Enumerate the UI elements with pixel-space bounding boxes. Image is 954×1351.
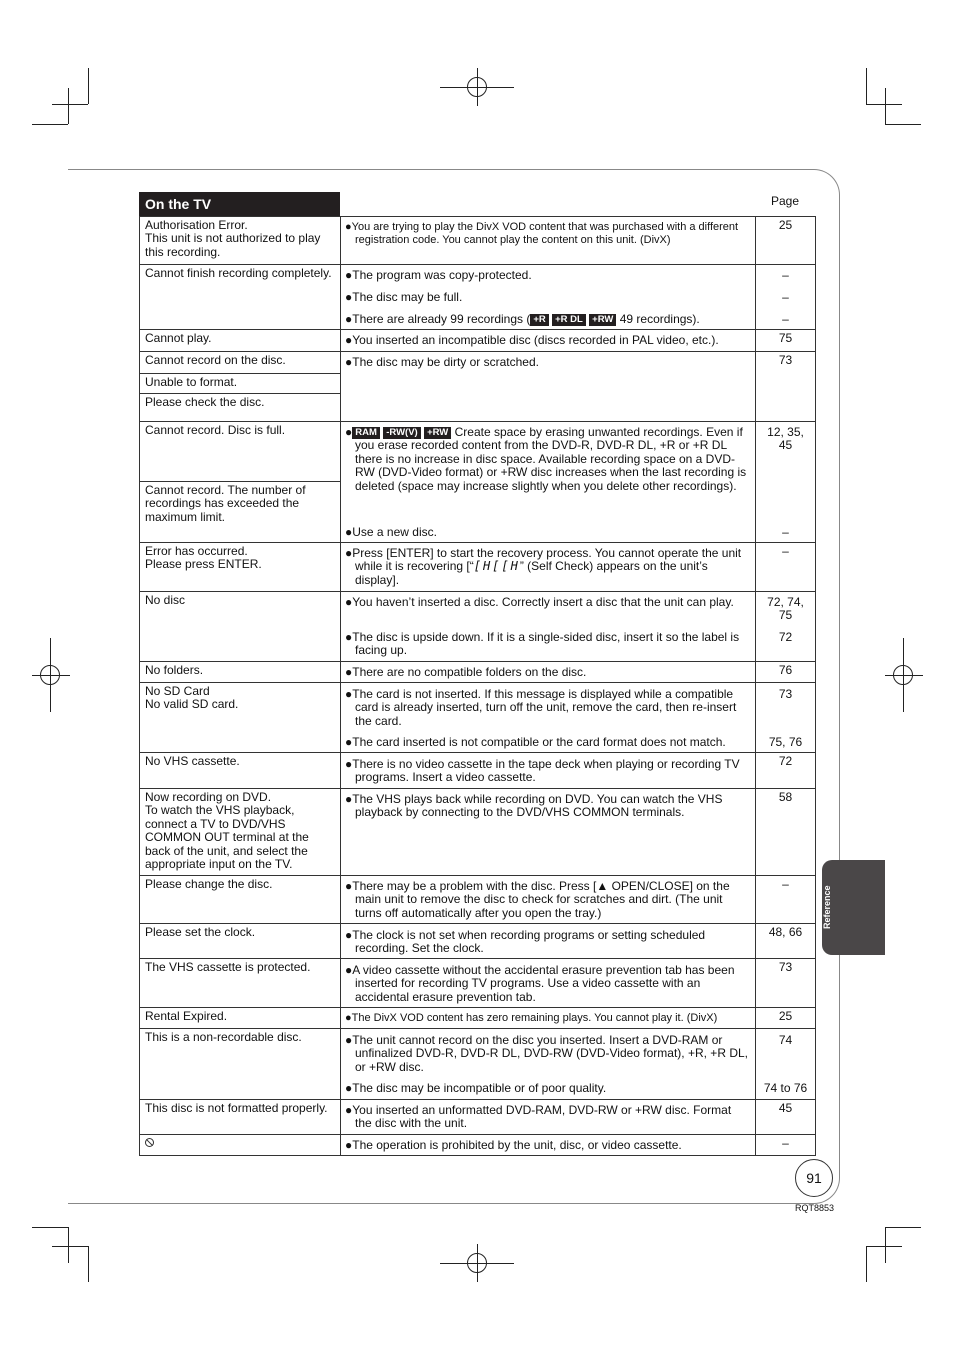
list-item: ●Press [ENTER] to start the recovery process. You cannot operate the unit while it is recovering [“[H[[H” (Self Check) appears on the unit’s display].: [345, 546, 742, 587]
format-badge: +RW: [589, 314, 616, 326]
page-ref: 73: [755, 958, 816, 1008]
message-cannot-play: Cannot play.: [139, 329, 341, 352]
table-row: [340, 1007, 756, 1029]
list-item: ●The disc may be full.: [345, 290, 463, 304]
list-item: ●There is no video cassette in the tape deck when playing or recording TV programs. Insert a video cassette.: [345, 757, 740, 785]
list-item: ●The disc is upside down. If it is a single-sided disc, insert it so the label is facing up.: [345, 630, 740, 658]
page-column-header: Page: [770, 194, 800, 208]
list-item: ●There may be a problem with the disc. Press [▲ OPEN/CLOSE] on the main unit to remove the disc to check for scratches and dirt. (The unit turns off automatically after you open the tray.): [345, 879, 730, 920]
table-row: [340, 752, 756, 789]
message-error-occurred: Error has occurred. Please press ENTER.: [139, 542, 341, 592]
table-row: [340, 923, 756, 959]
list-item: ●The VHS plays back while recording on DVD. You can watch the VHS playback by connecting to the DVD/VHS COMMON terminals.: [345, 792, 723, 820]
table-row: [340, 329, 756, 352]
format-badge: -RW(V): [383, 427, 420, 439]
list-item: ●You inserted an unformatted DVD-RAM, DVD-RW or +RW disc. Format the disc with the unit.: [345, 1103, 732, 1131]
page-ref: – – –: [755, 264, 816, 330]
table-row: [340, 875, 756, 924]
page-ref: 72, 74, 75 72: [755, 591, 816, 662]
prohibited-icon: [145, 1138, 154, 1147]
page-ref: 73 75, 76: [755, 682, 816, 753]
self-check-display: [H[[H: [473, 559, 520, 574]
message-check-disc: Please check the disc.: [139, 393, 341, 422]
message-now-recording: Now recording on DVD. To watch the VHS playback, connect a TV to DVD/VHS COMMON OUT terminal at the back of the unit, and select the appropriate input on the TV.: [139, 788, 341, 876]
message-not-formatted: This disc is not formatted properly.: [139, 1099, 341, 1135]
page-ref: 12, 35, 45 –: [755, 421, 816, 543]
list-item: ●The operation is prohibited by the unit, disc, or video cassette.: [345, 1138, 682, 1152]
table-row: [340, 421, 756, 543]
message-disc-full: Cannot record. Disc is full.: [139, 421, 341, 482]
table-row: [340, 1099, 756, 1135]
page-number: 91: [795, 1159, 833, 1197]
format-badge: +RW: [424, 427, 451, 439]
format-badge: +R DL: [552, 314, 586, 326]
list-item: ●There are already 99 recordings ( +R +R DL +RW 49 recordings).: [345, 312, 700, 326]
page-ref: 76: [755, 661, 816, 683]
message-unable-to-format: Unable to format.: [139, 373, 341, 394]
message-change-disc: Please change the disc.: [139, 875, 341, 924]
message-non-recordable: This is a non-recordable disc.: [139, 1028, 341, 1100]
message-no-folders: No folders.: [139, 661, 341, 683]
message-cannot-record: Cannot record on the disc.: [139, 351, 341, 374]
page-ref: 74 74 to 76: [755, 1028, 816, 1100]
list-item: ●Use a new disc.: [345, 525, 437, 539]
page-ref: 25: [755, 1007, 816, 1029]
page-ref: 45: [755, 1099, 816, 1135]
page-ref: 75: [755, 329, 816, 352]
format-badge: +R: [530, 314, 548, 326]
table-row: [340, 1134, 756, 1156]
message-no-vhs: No VHS cassette.: [139, 752, 341, 789]
page-ref: –: [755, 542, 816, 592]
message-vhs-protected: The VHS cassette is protected.: [139, 958, 341, 1008]
page-ref: –: [755, 875, 816, 924]
list-item: ●You haven’t inserted a disc. Correctly insert a disc that the unit can play.: [345, 595, 734, 609]
page-ref: 58: [755, 788, 816, 876]
list-item: ●The program was copy-protected.: [345, 268, 532, 282]
model-code: RQT8853: [795, 1203, 835, 1213]
table-row: [340, 1028, 756, 1100]
message-rental-expired: Rental Expired.: [139, 1007, 341, 1029]
message-set-clock: Please set the clock.: [139, 923, 341, 959]
table-row: [340, 542, 756, 592]
format-badge: RAM: [352, 427, 380, 439]
reference-tab-label: Reference: [822, 885, 832, 930]
table-row: [340, 264, 756, 330]
table-row: [340, 216, 756, 265]
table-row: [340, 788, 756, 876]
list-item: ●A video cassette without the accidental erasure prevention tab has been inserted for recording TV programs. Use a video cassette with an accidental erasure prevention tab.: [345, 963, 735, 1004]
page-ref: –: [755, 1134, 816, 1156]
list-item: ●The card inserted is not compatible or the card format does not match.: [345, 735, 726, 749]
list-item: ●There are no compatible folders on the disc.: [345, 665, 587, 679]
message-max-recordings: Cannot record. The number of recordings has exceeded the maximum limit.: [139, 481, 341, 543]
list-item: ●The disc may be incompatible or of poor quality.: [345, 1081, 607, 1095]
message-cannot-finish: Cannot finish recording completely.: [139, 264, 341, 330]
list-item: ●You are trying to play the DivX VOD content that was purchased with a different registration code. You cannot play the content on this unit. (DivX): [345, 221, 739, 247]
list-item: ●The unit cannot record on the disc you inserted. Insert a DVD-RAM or unfinalized DVD-R, DVD-R DL, DVD-RW (DVD-Video format), +R, +R DL, or +RW disc.: [345, 1033, 748, 1074]
page-ref: 73: [755, 351, 816, 422]
message-no-sd-card: No SD Card No valid SD card.: [139, 682, 341, 753]
list-item: ●The DivX VOD content has zero remaining plays. You cannot play it. (DivX): [345, 1012, 718, 1024]
table-row: [340, 682, 756, 753]
list-item: ●You inserted an incompatible disc (discs recorded in PAL video, etc.).: [345, 333, 719, 347]
message-authorisation-error: Authorisation Error. This unit is not authorized to play this recording.: [139, 216, 341, 265]
page-ref: 25: [755, 216, 816, 265]
page-ref: 72: [755, 752, 816, 789]
list-item: ●The card is not inserted. If this message is displayed while a compatible card is already inserted, turn off the unit, remove the card, then re-insert the card.: [345, 687, 737, 728]
message-no-disc: No disc: [139, 591, 341, 662]
section-title: On the TV: [139, 192, 340, 217]
list-item: ● RAM -RW(V) +RW Create space by erasing unwanted recordings. Even if you erase recorded content from the DVD-R, DVD-R DL, +R or +R DL there is no increase in disc space. Available recording space on a DVD-RW (DVD-Video format) or +RW disc increases when the last recording is deleted (space may increase slightly when you delete other recordings).: [345, 425, 747, 493]
page-ref: 48, 66: [755, 923, 816, 959]
message-prohibited: [139, 1134, 341, 1156]
table-row: [340, 661, 756, 683]
table-row: [340, 591, 756, 662]
table-row: [340, 351, 756, 422]
list-item: ●The disc may be dirty or scratched.: [345, 355, 539, 369]
list-item: ●The clock is not set when recording programs or setting scheduled recording. Set the clock.: [345, 928, 706, 956]
table-row: [340, 958, 756, 1008]
